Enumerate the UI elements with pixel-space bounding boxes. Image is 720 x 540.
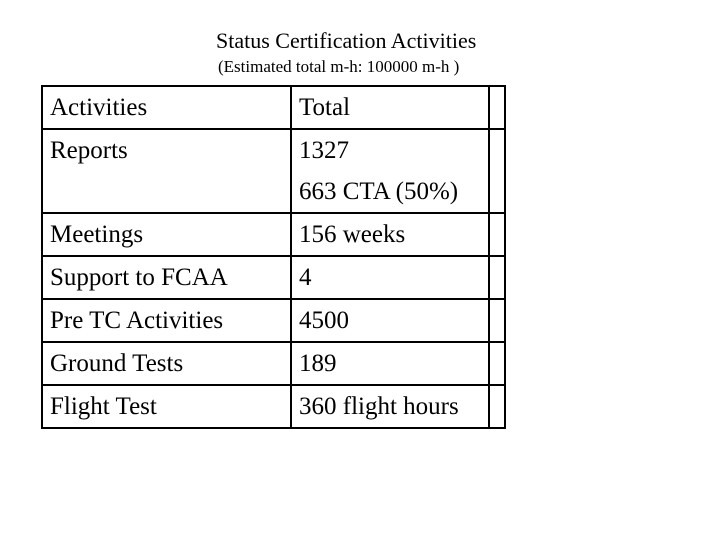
activity-text: Pre TC Activities <box>50 307 224 334</box>
total-cell <box>291 299 489 342</box>
total-text: 360 flight hours <box>299 393 459 420</box>
total-text: 1327 <box>299 137 349 164</box>
activity-cell <box>42 213 291 256</box>
total-text: 189 <box>299 350 337 377</box>
activity-text: Flight Test <box>50 393 157 420</box>
activity-text: Reports <box>50 137 128 164</box>
total-text: 663 CTA (50%) <box>299 178 459 205</box>
slide-subtitle: (Estimated total m-h: 100000 m-h ) <box>218 57 460 76</box>
empty-cell <box>489 342 505 385</box>
header-total <box>291 86 489 129</box>
activity-cell <box>42 256 291 299</box>
slide-title: Status Certification Activities <box>216 28 477 53</box>
table-row <box>42 385 505 428</box>
total-cell <box>291 256 489 299</box>
total-text: 156 weeks <box>299 221 406 248</box>
total-text: 4 <box>299 264 312 291</box>
activity-cell <box>42 129 291 213</box>
empty-cell <box>489 129 505 213</box>
total-cell <box>291 129 489 213</box>
empty-cell <box>489 86 505 129</box>
activity-text: Activities <box>50 94 148 121</box>
activity-cell <box>42 299 291 342</box>
total-text: 4500 <box>299 307 349 334</box>
activity-text: Support to FCAA <box>50 264 228 291</box>
table-row <box>42 342 505 385</box>
empty-cell <box>489 385 505 428</box>
empty-cell <box>489 213 505 256</box>
activity-cell <box>42 342 291 385</box>
table-header-row <box>42 86 505 129</box>
header-activities <box>42 86 291 129</box>
table-row <box>42 299 505 342</box>
status-table-body <box>42 86 505 428</box>
empty-cell <box>489 256 505 299</box>
total-cell <box>291 342 489 385</box>
total-cell <box>291 385 489 428</box>
activity-text: Meetings <box>50 221 144 248</box>
table-row <box>42 129 505 213</box>
status-table-container <box>41 85 504 420</box>
table-row <box>42 213 505 256</box>
activity-text <box>50 171 290 212</box>
empty-cell <box>489 299 505 342</box>
activity-cell <box>42 385 291 428</box>
total-text: Total <box>299 94 351 121</box>
activity-text: Ground Tests <box>50 350 184 377</box>
total-cell <box>291 213 489 256</box>
table-row <box>42 256 505 299</box>
status-table <box>41 85 506 429</box>
